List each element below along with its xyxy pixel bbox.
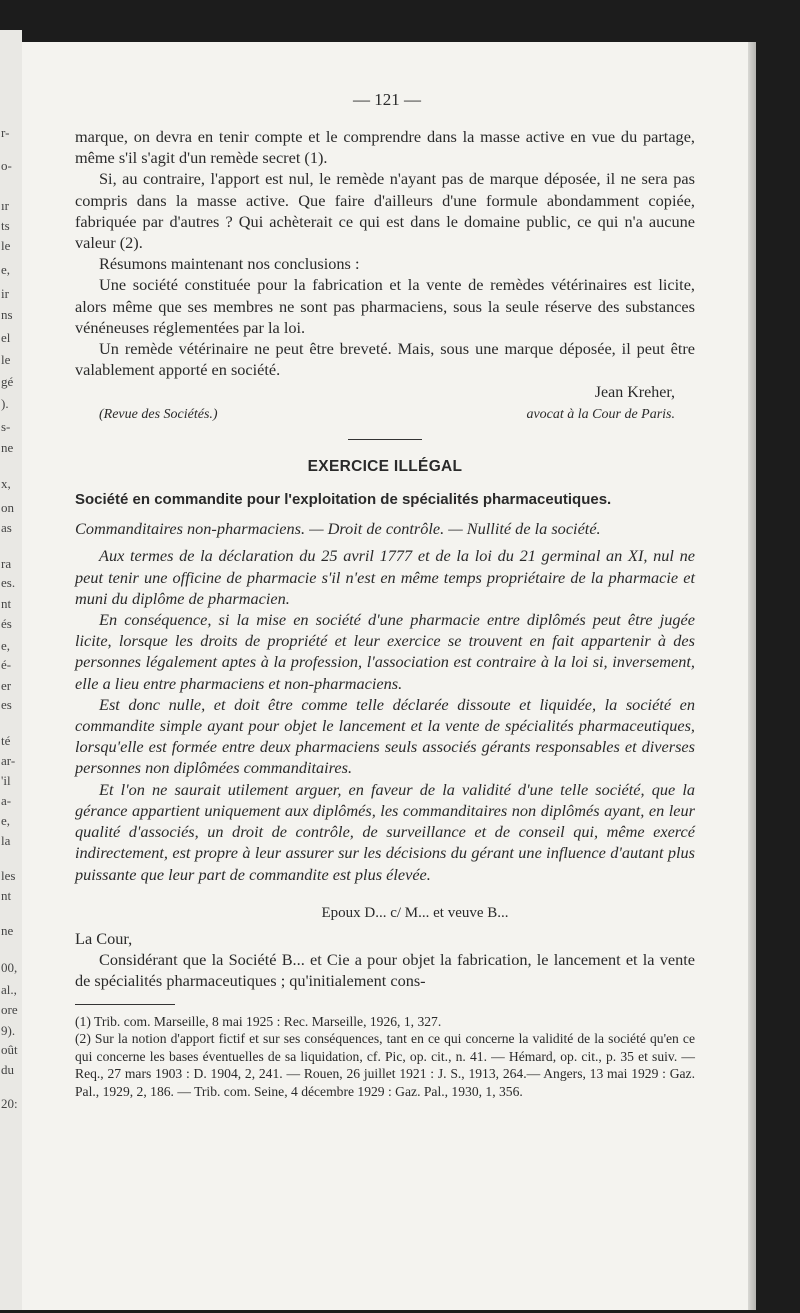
section-divider	[348, 439, 422, 440]
facing-page-fragment: ns	[1, 307, 13, 322]
facing-page-edge	[0, 30, 22, 1310]
facing-page-fragment: nt	[1, 888, 12, 903]
summary-paragraph-3: Est donc nulle, et doit être comme telle déclarée dissoute et liquidée, la société en commandite simple ayant pour objet le lancement et la vente de spécialités pharmaceutiques, lorsqu'elle est formée entre deux pharmaciens seuls associés gérants responsables et diverses personnes non diplômées commanditaires.	[75, 694, 695, 778]
facing-page-fragment: ar-	[1, 753, 16, 768]
facing-page-fragment: 9).	[1, 1023, 16, 1038]
case-parties: Epoux D... c/ M... et veuve B...	[321, 904, 509, 921]
facing-page-fragment: ts	[1, 218, 10, 233]
summary-paragraph-2: En conséquence, si la mise en société d'une pharmacie entre diplômés peut être jugée licite, lorsque les droits de propriété et leur exercice se trouvent en fait appartenir à des personnes légalement aptes à la profession, l'association est contraire à la loi si, inversement, elle a lieu entre pharmaciens et non-pharmaciens.	[75, 610, 695, 693]
footnotes	[75, 1013, 695, 1101]
facing-page-fragment: ne	[1, 923, 14, 938]
footnote-1: (1) Trib. com. Marseille, 8 mai 1925 : Rec. Marseille, 1926, 1, 327.	[75, 1013, 442, 1029]
intro-paragraph-3: Résumons maintenant nos conclusions :	[99, 254, 360, 274]
facing-page-fragment: es	[1, 697, 12, 712]
case-summary	[75, 545, 695, 884]
decision-text: Considérant que la Société B... et Cie a pour objet la fabrication, le lancement et la vente de spécialités pharmaceutiques ; qu'initialement cons-	[75, 950, 695, 991]
source-citation: (Revue des Sociétés.)	[99, 406, 218, 422]
facing-page-fragment: 'il	[1, 773, 11, 788]
signature-block	[75, 382, 695, 424]
page-body	[75, 126, 695, 1100]
facing-page-fragment: ır	[1, 198, 9, 213]
facing-page-fragment: ore	[1, 1002, 18, 1017]
facing-page-fragment: a-	[1, 793, 12, 808]
facing-page-fragment: les	[1, 868, 16, 883]
facing-page-fragment: té	[1, 733, 11, 748]
book-page	[22, 42, 752, 1310]
facing-page-fragment: ra	[1, 556, 12, 571]
case-subtitle: Commanditaires non-pharmaciens. — Droit de contrôle. — Nullité de la société.	[75, 519, 601, 539]
facing-page-fragment: oût	[1, 1042, 18, 1057]
intro-paragraph-5: Un remède vétérinaire ne peut être breveté. Mais, sous une marque déposée, il peut être valablement apporté en société.	[75, 339, 695, 380]
facing-page-fragment: é-	[1, 657, 12, 672]
summary-paragraph-1: Aux termes de la déclaration du 25 avril 1777 et de la loi du 21 germinal an XI, nul ne peut tenir une officine de pharmacie s'il n'est en même temps propriétaire de la pharmacie et muni du diplôme de pharmacien.	[75, 546, 695, 608]
facing-page-fragment: du	[1, 1062, 14, 1077]
facing-page-fragment: gé	[1, 374, 14, 389]
facing-page-fragment: 20:	[1, 1096, 18, 1111]
facing-page-fragment: el	[1, 330, 11, 345]
court-heading: La Cour,	[75, 928, 133, 948]
case-title: Société en commandite pour l'exploitation de spécialités pharmaceutiques.	[75, 491, 612, 509]
page-number: — 121 —	[353, 90, 421, 109]
facing-page-fragment: s-	[1, 419, 11, 434]
facing-page-fragment: le	[1, 238, 11, 253]
facing-page-fragment: ).	[1, 396, 9, 411]
facing-page-fragment: e,	[1, 262, 11, 277]
facing-page-fragment: la	[1, 833, 11, 848]
intro-paragraph-2: Si, au contraire, l'apport est nul, le remède n'ayant pas de marque déposée, il ne sera pas compris dans la masse active. Que faire d'ailleurs d'une formule abondamment copiée, fabriquée par d'autres ? Qui achèterait ce qui est dans le domaine public, ce qui n'a aucune valeur (2).	[75, 169, 695, 253]
footnote-divider	[75, 1004, 175, 1005]
author-block	[526, 382, 695, 424]
intro-paragraph-1: marque, on devra en tenir compte et le comprendre dans la masse active en vue du partage, même s'il s'agit d'un remède secret (1).	[75, 127, 695, 168]
facing-page-fragment: er	[1, 678, 12, 693]
facing-page-fragment: es.	[1, 575, 16, 590]
facing-page-fragment: o-	[1, 158, 12, 173]
facing-page-fragment: nt	[1, 596, 12, 611]
footnote-2: (2) Sur la notion d'apport fictif et sur ses conséquences, tant en ce qui concerne la validité de la société qu'en ce qui concerne les bases éventuelles de sa liquidation, cf. Pic, op. cit., n. 41. — Hémard, op. cit., p. 35 et suiv. — Req., 27 mars 1903 : D. 1904, 2, 241. — Rouen, 26 juillet 1921 : J. S., 1913, 264.— Angers, 13 mai 1929 : Gaz. Pal., 1929, 2, 186. — Trib. com. Seine, 4 décembre 1929 : Gaz. Pal., 1930, 1, 356.	[75, 1031, 695, 1099]
facing-page-fragment: le	[1, 352, 11, 367]
summary-paragraph-4: Et l'on ne saurait utilement arguer, en faveur de la validité d'une telle société, que la gérance appartient uniquement aux diplômés, les commanditaires non diplômés ayant, en leur qualité d'associés, un droit de contrôle, de surveillance et de conseil qui, même exercé indirectement, est propre à leur assurer sur les décisions du gérant une influence d'autant plus puissante que leur part de commandite est plus élevée.	[75, 779, 695, 884]
facing-page-fragment: ne	[1, 440, 14, 455]
facing-page-fragment: e,	[1, 638, 11, 653]
facing-page-fragment: al.,	[1, 982, 17, 997]
facing-page-fragment: ir	[1, 286, 9, 301]
facing-page-fragment: on	[1, 500, 14, 515]
facing-page-fragment: x,	[1, 476, 11, 491]
facing-page-fragment: as	[1, 520, 12, 535]
facing-page-fragment: r-	[1, 125, 10, 140]
section-title: EXERCICE ILLÉGAL	[307, 457, 463, 475]
intro-paragraph-4: Une société constituée pour la fabrication et la vente de remèdes vétérinaires est licite, alors même que ses membres ne sont pas pharmaciens, sous la seule réserve des substances vénéneuses réglementées par la loi.	[75, 275, 695, 337]
facing-page-fragment: 00,	[1, 960, 18, 975]
facing-page-fragment: e,	[1, 813, 11, 828]
author-title: avocat à la Cour de Paris.	[526, 406, 675, 422]
page-edge-shadow	[748, 42, 756, 1310]
author-name: Jean Kreher,	[594, 384, 675, 402]
facing-page-fragment: és	[1, 616, 12, 631]
